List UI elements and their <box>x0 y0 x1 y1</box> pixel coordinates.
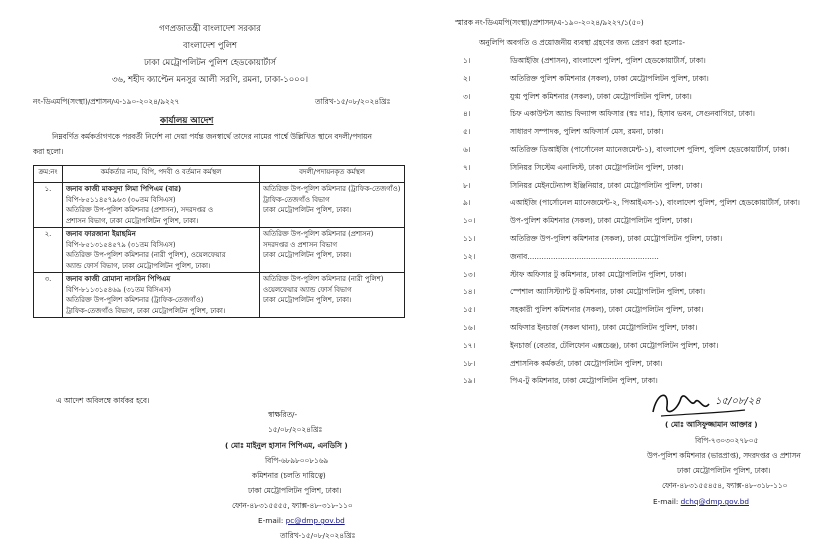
row-serial: ৩. <box>34 273 63 318</box>
distribution-item-number: ১৩। <box>463 269 476 279</box>
posting-office: ঢাকা মেট্রোপলিটন পুলিশ, ঢাকা। <box>263 206 352 214</box>
distribution-item-text: জনাব........................................................ <box>510 251 659 261</box>
officer-name: জনাব কাজী রোমানা নাসরিন পিপিএম <box>66 275 171 283</box>
header-serial: ক্রম:নং <box>34 166 63 183</box>
signatory-email-line <box>258 516 345 525</box>
distribution-item-number: ১১। <box>463 234 476 243</box>
distribution-email-line <box>653 497 749 506</box>
distribution-item <box>415 181 830 194</box>
officer-name: জনাব ফারজানা ইয়াছমিন <box>66 230 136 238</box>
distribution-item-number: ৬। <box>463 145 471 154</box>
distribution-item-text: স্টাফ অফিসার টু কমিশনার, ঢাকা মেট্রোপলিটন পুলিশ, ঢাকা। <box>510 269 687 279</box>
distribution-item-text: এআইজি (পার্সোনেল ম্যানেজমেন্ট-২, পিআইএস-১), বাংলাদেশ পুলিশ, পুলিশ হেডকোয়ার্টার্স, ঢাকা। <box>510 198 800 208</box>
distribution-item-number: ৩। <box>463 91 471 101</box>
signature-date-handwritten: ১৫/০৮/২৪ <box>715 396 761 407</box>
order-title: কার্যালয় আদেশ <box>160 116 214 126</box>
distribution-item-text: পিএ-টু কমিশনার, ঢাকা মেট্রোপলিটন পুলিশ, ঢাকা। <box>510 376 658 386</box>
transfer-table <box>33 165 405 318</box>
distribution-item <box>415 127 830 140</box>
distribution-intro: অনুলিপি অবগতি ও প্রয়োজনীয় ব্যবস্থা গ্রহণের জন্য প্রেরণ করা হলোঃ- <box>479 38 686 47</box>
distribution-item-text: সাধারণ সম্পাদক, পুলিশ অফিসার্স মেস, রমনা, ঢাকা। <box>510 127 664 137</box>
signed-mark: স্বাক্ষরিত/- <box>268 410 298 419</box>
distribution-item-text: সিনিয়র মেইনটেন্যান্স ইঞ্জিনিয়ার, ঢাকা মেট্রোপলিটন পুলিশ, ঢাকা। <box>510 180 703 190</box>
officer-bp: বিপি-৮৫১১৪৫৭৯৬৩ (৩০তম বিসিএস) <box>66 195 176 204</box>
row-current <box>63 273 260 318</box>
distribution-item-number: ১৫। <box>463 305 476 315</box>
posting-office: ঢাকা মেট্রোপলিটন পুলিশ, ঢাকা। <box>263 251 352 259</box>
distribution-item-number: ৫। <box>463 127 471 137</box>
distribution-memo-number: স্মারক নং-ডিএমপি(সংস্থা)/প্রশাসন/এ-১৯০-২০২৪/৯২২৭/১(৫০) <box>455 18 644 27</box>
distribution-item <box>415 109 830 122</box>
distribution-item-number: ১২। <box>463 251 476 261</box>
distribution-item <box>415 270 830 283</box>
distribution-item <box>415 234 830 247</box>
table-row <box>34 228 405 273</box>
intro-text-line1: নিম্নবর্ণিত কর্মকর্তাগণকে পরবর্তী নির্দেশ না দেয়া পর্যন্ত জনস্বার্থে তাদের নামের পার্শ্বে উল্লিখিত স্থানে বদলী/পদায়ন <box>52 132 372 141</box>
officer-name: জনাব কাজী মাকসুদা লিমা পিপিএম (বার) <box>66 185 182 193</box>
row-posting <box>260 273 405 318</box>
distribution-item-text: উপ-পুলিশ কমিশনার (সকল), ঢাকা মেট্রোপলিটন পুলিশ, ঢাকা। <box>510 216 693 226</box>
email-label: E-mail: <box>653 497 681 506</box>
table-header-row <box>34 166 405 183</box>
posting-division: সদরদপ্তর ও প্রশাসন বিভাগ <box>263 240 338 249</box>
effective-note: এ আদেশ অবিলম্বে কার্যকর হবে। <box>56 396 150 405</box>
email-link[interactable]: pc@dmp.gov.bd <box>285 516 345 525</box>
distribution-item-text: স্পেশাল অ্যাসিস্ট্যান্ট টু কমিশনার, ঢাকা মেট্রোপলিটন পুলিশ, ঢাকা। <box>510 287 706 297</box>
distribution-item-text: অতিরিক্ত ডিআইজি (পার্সোনেল ম্যানেজমেন্ট-১), বাংলাদেশ পুলিশ, পুলিশ হেডকোয়ার্টার্স, ঢাকা। <box>510 145 790 154</box>
distribution-item-text: সিনিয়র সিস্টেম এনালিস্ট, ঢাকা মেট্রোপলিটন পুলিশ, ঢাকা। <box>510 162 684 172</box>
email-link[interactable]: dchq@dmp.gov.bd <box>680 497 749 506</box>
header-address: ৩৬, শহীদ ক্যাপ্টেন মনসুর আলী সরণি, রমনা, ঢাকা-১০০০। <box>111 74 309 84</box>
distribution-item <box>415 287 830 300</box>
distribution-item-text: ডিআইজি (প্রশাসন), বাংলাদেশ পুলিশ, পুলিশ হেডকোয়ার্টার্স, ঢাকা। <box>510 56 706 65</box>
distribution-signatory-designation: উপ-পুলিশ কমিশনার (ভারপ্রাপ্ত), সদরদপ্তর ও প্রশাসন <box>647 451 801 460</box>
distribution-item-number: ২। <box>463 73 471 83</box>
distribution-item <box>415 145 830 158</box>
distribution-item-number: ১৭। <box>463 340 476 350</box>
distribution-item <box>415 252 830 265</box>
signatory-name: ( মোঃ মাইনুল হাসান পিপিএম, এনডিসি ) <box>225 441 348 450</box>
distribution-item-text: অতিরিক্ত পুলিশ কমিশনার (সকল), ঢাকা মেট্রোপলিটন পুলিশ, ঢাকা। <box>510 73 709 83</box>
header-current: কর্মকর্তার নাম, বিপি, পদবী ও বর্তমান কর্মস্থল <box>63 166 260 183</box>
distribution-item-number: ৮। <box>463 180 471 190</box>
footer-date: তারিখ-১৫/০৮/২০২৪খ্রিঃ <box>280 531 356 540</box>
distribution-item <box>415 92 830 105</box>
distribution-item <box>415 198 830 211</box>
distribution-item-number: ১৯। <box>463 376 476 386</box>
distribution-item-number: ১৪। <box>463 287 476 297</box>
email-label: E-mail: <box>258 516 286 525</box>
row-current <box>63 228 260 273</box>
officer-office: ট্রাফিক-তেজগাঁও বিভাগ, ঢাকা মেট্রোপলিটন পুলিশ, ঢাকা। <box>66 306 226 315</box>
row-posting <box>260 183 405 228</box>
officer-designation: অতিরিক্ত উপ-পুলিশ কমিশনার (প্রশাসন), সদরদপ্তর ও <box>66 206 214 214</box>
distribution-item-text: অতিরিক্ত উপ-পুলিশ কমিশনার (সকল), ঢাকা মেট্রোপলিটন পুলিশ, ঢাকা। <box>510 234 723 243</box>
row-posting <box>260 228 405 273</box>
distribution-item <box>415 56 830 69</box>
signed-date: ১৫/০৮/২০২৪খ্রিঃ <box>268 425 323 434</box>
posting-division: ট্রাফিক-তেজগাঁও বিভাগ <box>263 195 330 204</box>
header-posting: বদলী/পদায়নকৃত কর্মস্থল <box>260 166 405 183</box>
distribution-page <box>415 0 830 545</box>
memo-date: তারিখ-১৫/০৮/২০২৪খ্রিঃ <box>315 97 391 106</box>
distribution-item-text: প্রশাসনিক কর্মকর্তা, ঢাকা মেট্রোপলিটন পুলিশ, ঢাকা। <box>510 358 663 368</box>
officer-office: অ্যান্ড ফোর্স বিভাগ, ঢাকা মেট্রোপলিটন পুলিশ, ঢাকা। <box>66 261 211 270</box>
distribution-item-number: ১। <box>463 56 471 65</box>
posting-division: ওয়েলফেয়ার অ্যান্ড ফোর্স বিভাগ <box>263 285 352 294</box>
distribution-item-number: ১০। <box>463 216 476 226</box>
header-police: বাংলাদেশ পুলিশ <box>182 40 238 50</box>
row-serial: ২. <box>34 228 63 273</box>
posting-office: ঢাকা মেট্রোপলিটন পুলিশ, ঢাকা। <box>263 296 352 304</box>
officer-bp: বিপি-৮৫১৩১৫৪৫৭৯ (৩১তম বিসিএস) <box>66 240 176 249</box>
distribution-signatory-name: ( মোঃ আসিফুজ্জামান আক্তার ) <box>665 420 758 429</box>
header-dmp-hq: ঢাকা মেট্রোপলিটন পুলিশ হেডকোয়ার্টার্স <box>144 57 276 67</box>
signatory-bp: বিপি-৬৮৯৮০০৮১৬৯ <box>265 456 329 465</box>
distribution-item <box>415 359 830 372</box>
distribution-item <box>415 305 830 318</box>
table-row <box>34 183 405 228</box>
header-government: গণপ্রজাতন্ত্রী বাংলাদেশ সরকার <box>159 23 261 33</box>
memo-number: নং-ডিএমপি(সংস্থা)/প্রশাসন/এ-১৯০-২০২৪/৯২২৭ <box>33 97 180 106</box>
distribution-item <box>415 163 830 176</box>
officer-office: প্রশাসন বিভাগ, ঢাকা মেট্রোপলিটন পুলিশ, ঢাকা। <box>66 216 199 225</box>
officer-bp: বিপি-৮১১৩১৫৪৬৯ (৩১তম বিসিএস) <box>66 285 172 294</box>
officer-designation: অতিরিক্ত উপ-পুলিশ কমিশনার (নারী পুলিশ), ওয়েলফেয়ার <box>66 251 226 259</box>
distribution-item <box>415 216 830 229</box>
distribution-item <box>415 323 830 336</box>
distribution-item <box>415 341 830 354</box>
distribution-item-text: অফিসার ইনচার্জ (সকল থানা), ঢাকা মেট্রোপলিটন পুলিশ, ঢাকা। <box>510 323 698 332</box>
row-serial: ১. <box>34 183 63 228</box>
posting-designation: অতিরিক্ত উপ-পুলিশ কমিশনার (ট্রাফিক-তেজগাঁও) <box>263 185 401 193</box>
signatory-designation: কমিশনার (চলতি দায়িত্বে) <box>252 471 326 480</box>
table-row <box>34 273 405 318</box>
distribution-signatory-phone: ফোন-৪৮৩১৫৫৪৫৪, ফ্যাক্স-৪৮-৩১৮-১১০ <box>662 481 788 490</box>
intro-text-line2: করা হলো। <box>33 147 64 156</box>
distribution-item-text: সহকারী পুলিশ কমিশনার (সকল), ঢাকা মেট্রোপলিটন পুলিশ, ঢাকা। <box>510 305 704 315</box>
officer-designation: অতিরিক্ত উপ-পুলিশ কমিশনার (ট্রাফিক-তেজগাঁও) <box>66 296 204 304</box>
posting-designation: অতিরিক্ত উপ-পুলিশ কমিশনার (নারী পুলিশ) <box>263 275 384 283</box>
distribution-signatory-office: ঢাকা মেট্রোপলিটন পুলিশ, ঢাকা। <box>677 466 771 475</box>
distribution-item-number: ১৮। <box>463 358 476 368</box>
distribution-item-text: চিফ একাউন্টস অ্যান্ড ফিন্যান্স অফিসার (স্বঃ দাঃ), হিসাব ভবন, সেগুনবাগিচা, ঢাকা। <box>510 109 755 119</box>
distribution-item-number: ১৬। <box>463 323 476 332</box>
distribution-item-number: ৭। <box>463 162 471 172</box>
signatory-phone: ফোন-৪৮৩১৫৫৫৫, ফ্যাক্স-৪৮-৩১৮-১১০ <box>232 501 353 510</box>
distribution-signatory-bp: বিপি-৭৩০৩০২৭৮০৫ <box>695 436 759 445</box>
row-current <box>63 183 260 228</box>
distribution-item-number: ৯। <box>463 198 471 208</box>
distribution-item-number: ৪। <box>463 109 471 119</box>
distribution-item-text: ইনচার্জ (বেতার, টেলিফোন এক্সচেঞ্জ), ঢাকা মেট্রোপলিটন পুলিশ, ঢাকা। <box>510 340 719 350</box>
posting-designation: অতিরিক্ত উপ-পুলিশ কমিশনার (প্রশাসন) <box>263 230 374 238</box>
distribution-item <box>415 74 830 87</box>
signatory-office: ঢাকা মেট্রোপলিটন পুলিশ, ঢাকা। <box>248 486 342 495</box>
distribution-item-text: যুগ্ম পুলিশ কমিশনার (সকল), ঢাকা মেট্রোপলিটন পুলিশ, ঢাকা। <box>510 91 692 101</box>
